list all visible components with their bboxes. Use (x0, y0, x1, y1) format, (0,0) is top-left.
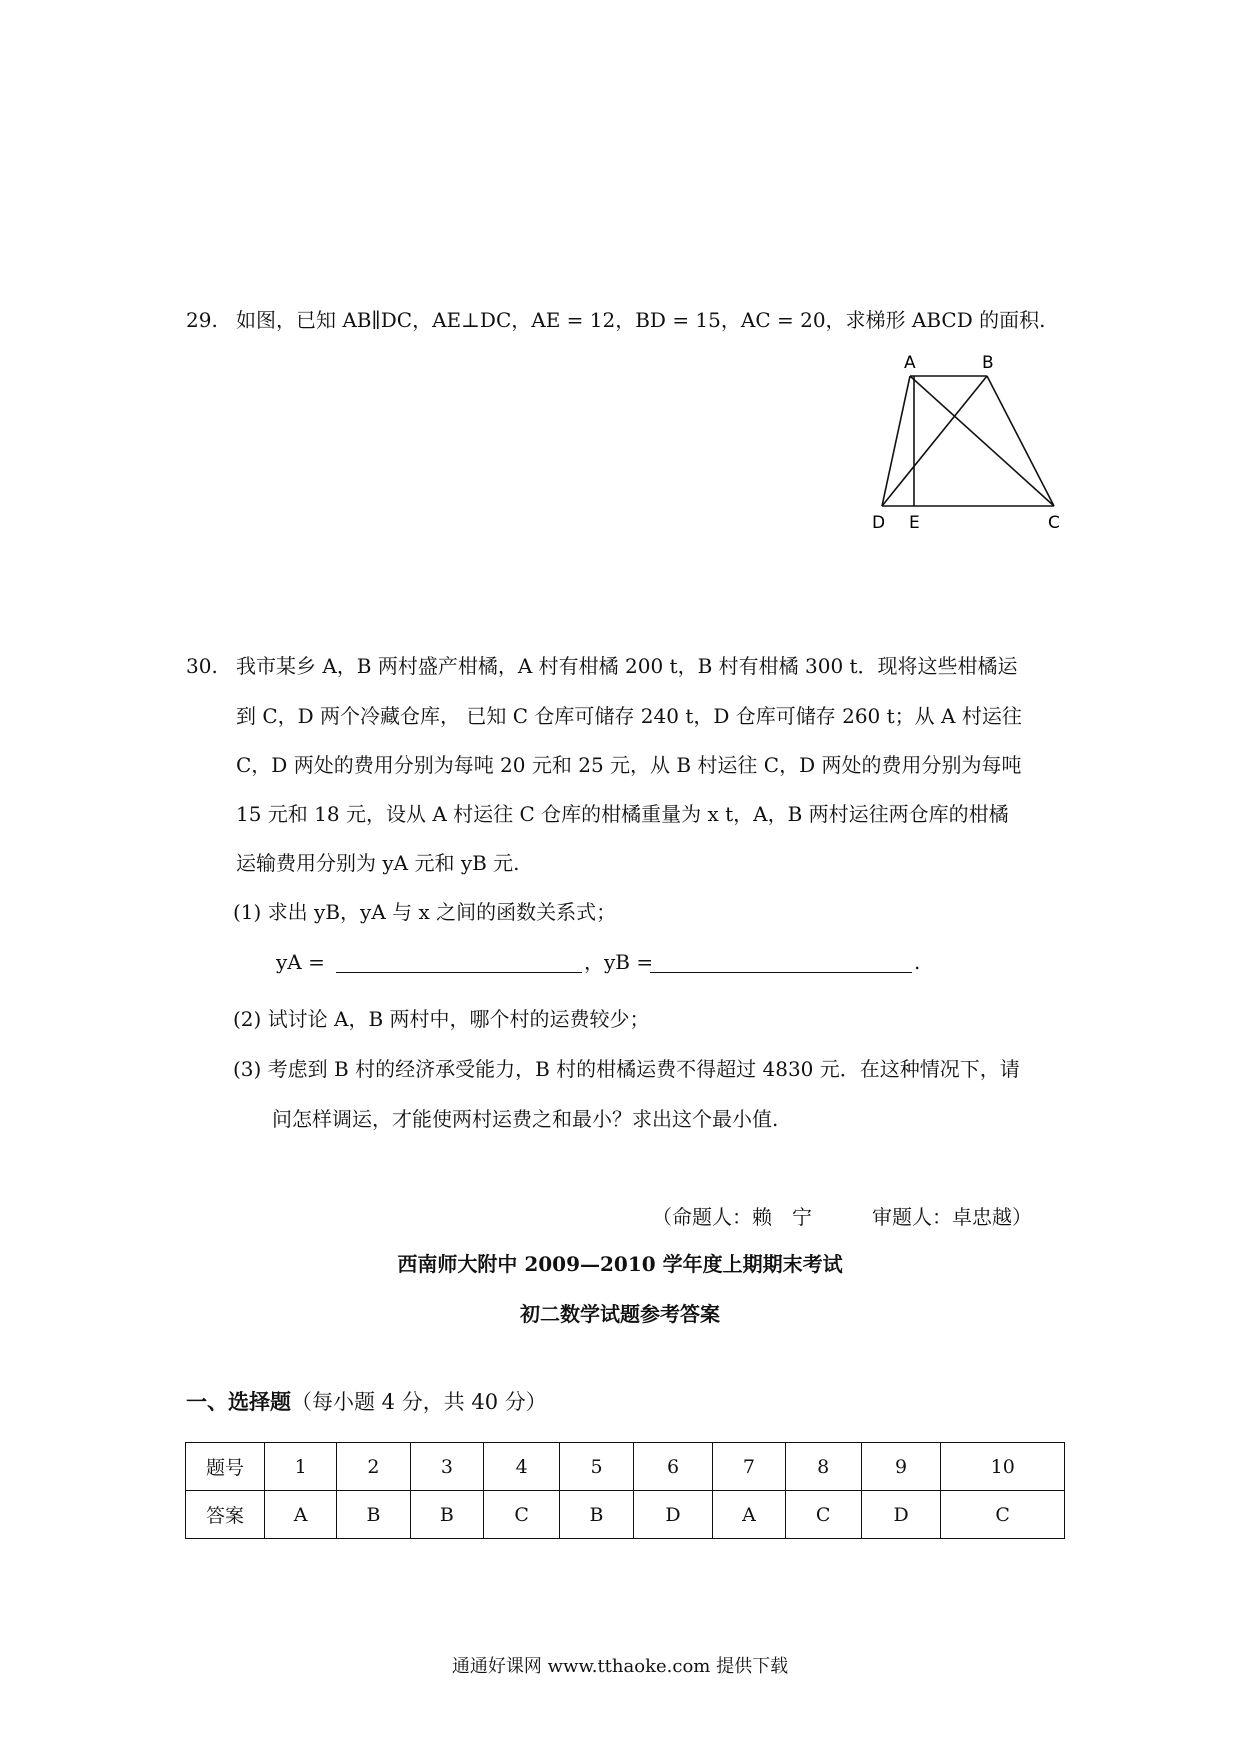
q30-number: 30. (186, 654, 218, 678)
question-number-cell: 5 (560, 1443, 633, 1491)
q29-text: 如图，已知 AB∥DC，AE⊥DC，AE = 12，BD = 15，AC = 20，求梯形 ABCD 的面积. (236, 308, 1046, 332)
ya-answer-blank[interactable] (336, 954, 582, 973)
ya-label: yA = (276, 950, 325, 974)
answer-cell: B (337, 1491, 410, 1539)
answer-cell: D (861, 1491, 941, 1539)
q30-sub-1: (1) 求出 yB，yA 与 x 之间的函数关系式； (233, 900, 617, 924)
question-number-cell: 6 (633, 1443, 713, 1491)
answer-cell: A (713, 1491, 785, 1539)
section-heading-note: （每小题 4 分，共 40 分） (291, 1390, 547, 1414)
answer-cell: D (633, 1491, 713, 1539)
label-e: E (909, 513, 920, 533)
section-heading (186, 1386, 547, 1416)
q30-sub-3-line-2: 问怎样调运，才能使两村运费之和最小？求出这个最小值. (272, 1107, 779, 1131)
yb-answer-blank[interactable] (650, 954, 912, 973)
q30-line-4: 15 元和 18 元，设从 A 村运往 C 仓库的柑橘重量为 x t，A，B 两村运往两仓库的柑橘 (236, 802, 1009, 826)
q30-sub-3-line-1: (3) 考虑到 B 村的经济承受能力，B 村的柑橘运费不得超过 4830 元．在这种情况下，请 (233, 1057, 1020, 1081)
answer-cell: C (941, 1491, 1065, 1539)
question-number-cell: 7 (713, 1443, 785, 1491)
q30-sub-2: (2) 试讨论 A，B 两村中，哪个村的运费较少； (233, 1007, 650, 1031)
answer-cell: B (560, 1491, 633, 1539)
q30-line-5: 运输费用分别为 yA 元和 yB 元. (236, 851, 520, 875)
question-number-cell: 10 (941, 1443, 1065, 1491)
table-row-numbers (186, 1443, 1065, 1491)
answer-key-subtitle: 初二数学试题参考答案 (520, 1302, 720, 1326)
question-number-cell: 1 (265, 1443, 337, 1491)
answer-cell: C (484, 1491, 560, 1539)
blank-end-period: . (914, 950, 921, 974)
q30-line-1: 我市某乡 A，B 两村盛产柑橘，A 村有柑橘 200 t，B 村有柑橘 300 t．现将这些柑橘运 (236, 654, 1018, 678)
label-c: C (1048, 513, 1060, 533)
question-number-cell: 2 (337, 1443, 410, 1491)
label-a: A (904, 353, 916, 373)
diagonal-bd (882, 376, 987, 506)
question-number-cell: 4 (484, 1443, 560, 1491)
answer-cell: C (785, 1491, 861, 1539)
answer-key-title: 西南师大附中 2009—2010 学年度上期期末考试 (397, 1252, 843, 1276)
answer-cell: B (410, 1491, 483, 1539)
page-footer: 通通好课网 www.tthaoke.com 提供下载 (451, 1656, 789, 1677)
table-row-answers (186, 1491, 1065, 1539)
question-number-cell: 8 (785, 1443, 861, 1491)
trapezoid-figure (862, 346, 1072, 536)
answer-table (185, 1442, 1065, 1539)
yb-label: ，yB = (584, 950, 654, 974)
row-label-number: 题号 (186, 1443, 265, 1491)
label-d: D (872, 513, 886, 533)
question-number-cell: 3 (410, 1443, 483, 1491)
answer-cell: A (265, 1491, 337, 1539)
exam-credits: （命题人：赖 宁 审题人：卓忠越） (652, 1205, 1032, 1229)
q30-line-3: C，D 两处的费用分别为每吨 20 元和 25 元，从 B 村运往 C，D 两处的费用分别为每吨 (236, 753, 1022, 777)
row-label-answer: 答案 (186, 1491, 265, 1539)
q29-number: 29. (186, 308, 218, 332)
q30-line-2: 到 C，D 两个冷藏仓库， 已知 C 仓库可储存 240 t，D 仓库可储存 260 t；从 A 村运往 (236, 704, 1022, 728)
label-b: B (982, 353, 994, 373)
edge-bc (987, 376, 1054, 506)
question-number-cell: 9 (861, 1443, 941, 1491)
section-heading-label: 一、选择题 (186, 1389, 291, 1414)
diagonal-ac (910, 376, 1054, 506)
edge-ad (882, 376, 910, 506)
